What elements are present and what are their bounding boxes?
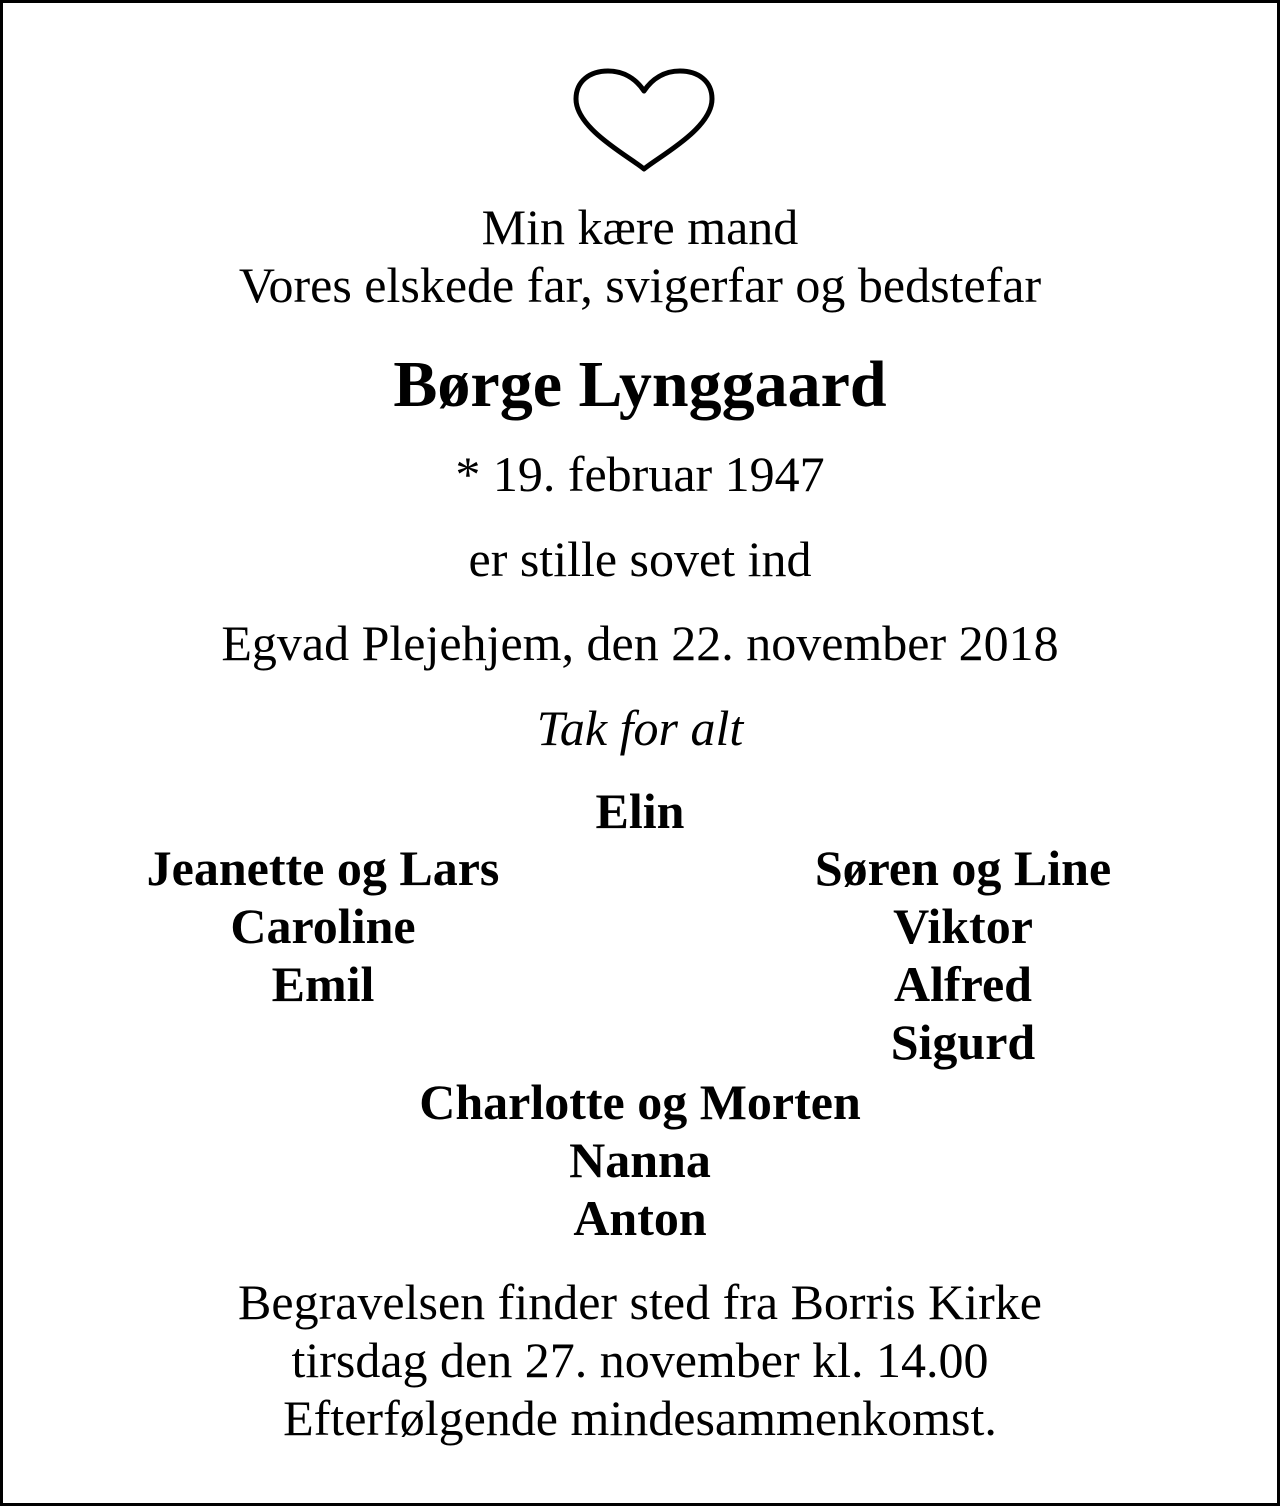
family-left-column [43,839,603,1013]
family-right-name: Alfred [894,956,1032,1012]
family-right-name: Sigurd [890,1014,1036,1070]
family-bottom-name: Anton [573,1190,707,1246]
passed-text: er stille sovet ind [468,531,812,587]
family-right-name: Viktor [893,898,1033,954]
heart-icon [570,67,718,173]
family-left-name: Caroline [230,898,416,954]
deceased-name: Børge Lynggaard [393,348,887,421]
intro-line-1: Min kære mand [481,199,799,255]
family-left-name: Emil [271,956,375,1012]
family-left-name: Jeanette og Lars [146,840,500,896]
spouse-name: Elin [595,783,685,839]
funeral-line-2: tirsdag den 27. november kl. 14.00 [291,1332,989,1388]
funeral-line-1: Begravelsen finder sted fra Borris Kirke [238,1274,1042,1330]
place-and-date: Egvad Plejehjem, den 22. november 2018 [221,615,1059,671]
family-right-column [683,839,1243,1071]
family-bottom-name: Charlotte og Morten [419,1074,861,1130]
funeral-line-3: Efterfølgende mindesammenkomst. [283,1390,997,1446]
family-right-name: Søren og Line [814,840,1112,896]
birth-date: * 19. februar 1947 [455,446,825,502]
intro-line-2: Vores elskede far, svigerfar og bedstefar [238,257,1042,313]
thanks-text: Tak for alt [536,700,744,756]
family-bottom-name: Nanna [569,1132,711,1188]
